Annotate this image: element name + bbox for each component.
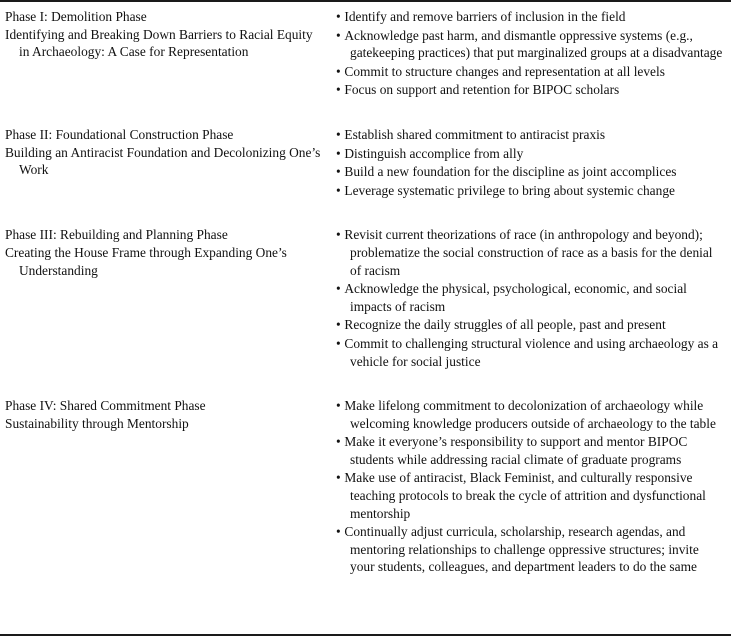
phase-2-subtitle: Building an Antiracist Foundation and Decolonizing One’s Work [5, 144, 321, 178]
bullet-item: • Acknowledge the physical, psychological, economic, and social impacts of racism [336, 280, 723, 315]
bullet-item: • Focus on support and retention for BIPOC scholars [336, 81, 723, 99]
bullet-item: • Establish shared commitment to antiracist praxis [336, 126, 723, 144]
table-row-phase-2-left [5, 126, 336, 200]
table-row-phase-1-left [5, 8, 336, 100]
phase-table-grid [5, 8, 723, 577]
bullet-item: • Revisit current theorizations of race (in anthropology and beyond); problematize the social construction of race as a basis for the denial of racism [336, 226, 723, 279]
bullet-item: • Identify and remove barriers of inclusion in the field [336, 8, 723, 26]
table-row-phase-2-bullets [336, 126, 723, 200]
phase-4-title: Phase IV: Shared Commitment Phase [5, 398, 206, 414]
table-row-phase-1-bullets [336, 8, 723, 100]
phase-1-title: Phase I: Demolition Phase [5, 9, 147, 24]
bullet-item: • Continually adjust curricula, scholarship, research agendas, and mentoring relationships to challenge oppressive structures; invite your students, colleagues, and department leaders to do the same [336, 523, 723, 576]
phase-3-title: Phase III: Rebuilding and Planning Phase [5, 227, 228, 243]
bullet-item: • Commit to structure changes and representation at all levels [336, 63, 723, 81]
bullet-item: • Build a new foundation for the discipline as joint accomplices [336, 163, 723, 181]
table-row-phase-4-left [5, 397, 336, 577]
table-row-phase-3-left [5, 226, 336, 371]
table-row-phase-3-bullets [336, 226, 723, 371]
phase-1-subtitle: Identifying and Breaking Down Barriers to Racial Equity in Archaeology: A Case for Representation [5, 26, 313, 60]
bullet-item: • Make lifelong commitment to decolonization of archaeology while welcoming knowledge producers outside of archaeology to the table [336, 397, 723, 432]
bullet-item: • Leverage systematic privilege to bring about systemic change [336, 182, 723, 200]
phase-3-subtitle: Creating the House Frame through Expanding One’s Understanding [5, 244, 287, 278]
bullet-item: • Commit to challenging structural violence and using archaeology as a vehicle for social justice [336, 335, 723, 370]
bullet-item: • Distinguish accomplice from ally [336, 145, 723, 163]
phase-4-subtitle: Sustainability through Mentorship [5, 415, 189, 431]
bullet-item: • Acknowledge past harm, and dismantle oppressive systems (e.g., gatekeeping practices) that put marginalized groups at a disadvantage [336, 27, 723, 62]
phase-2-title: Phase II: Foundational Construction Phase [5, 126, 234, 142]
bullet-item: • Make it everyone’s responsibility to support and mentor BIPOC students while addressing racial climate of graduate programs [336, 433, 723, 468]
bullet-item: • Make use of antiracist, Black Feminist, and culturally responsive teaching protocols to break the cycle of attrition and dysfunctional mentorship [336, 469, 723, 522]
table-row-phase-4-bullets [336, 397, 723, 577]
bullet-item: • Recognize the daily struggles of all people, past and present [336, 316, 723, 334]
